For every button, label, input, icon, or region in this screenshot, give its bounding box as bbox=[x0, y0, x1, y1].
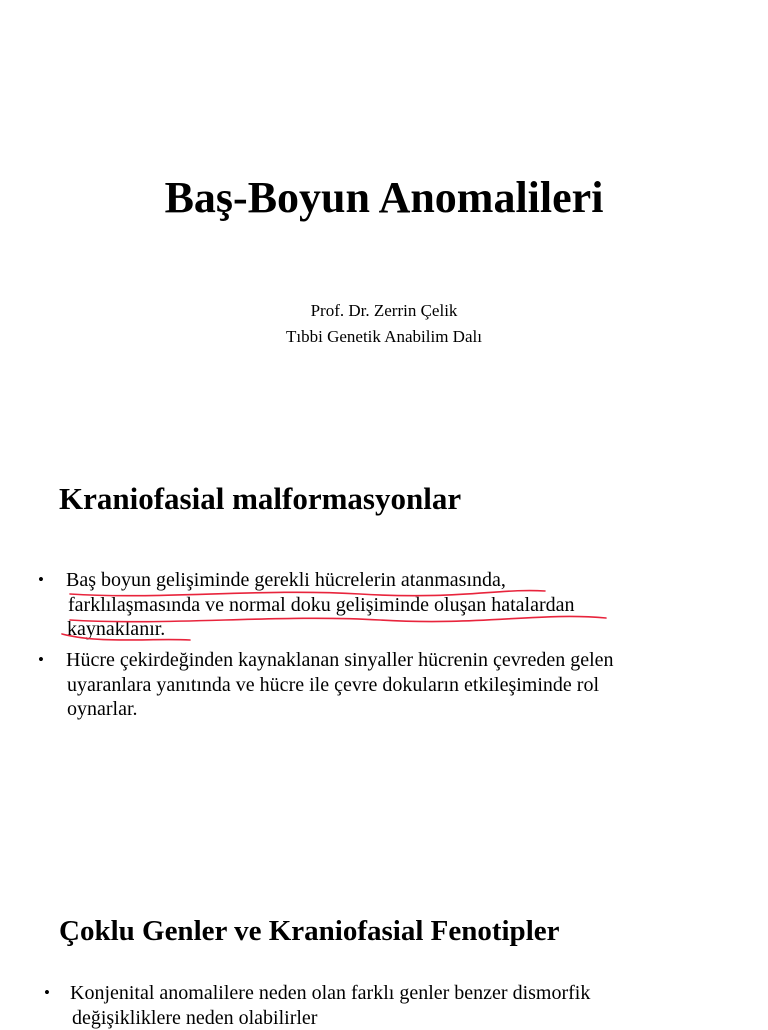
bullet-item bbox=[66, 568, 575, 642]
slide-title: Baş-Boyun Anomalileri bbox=[0, 170, 768, 226]
bullet-line: Konjenital anomalilere neden olan farklı genler benzer dismorfik bbox=[70, 981, 590, 1006]
bullet-line: değişikliklere neden olabilirler bbox=[72, 1006, 590, 1030]
bullet-item bbox=[66, 648, 614, 722]
bullet-line: kaynaklanır. bbox=[67, 617, 575, 642]
bullet-line: uyaranlara yanıtında ve hücre ile çevre dokuların etkileşiminde rol bbox=[67, 673, 614, 698]
bullet-line: Hücre çekirdeğinden kaynaklanan sinyaller hücrenin çevreden gelen bbox=[66, 648, 614, 673]
bullet-symbol: • bbox=[44, 981, 50, 1005]
author-block bbox=[0, 298, 768, 350]
bullet-line: farklılaşmasında ve normal doku gelişiminde oluşan hatalardan bbox=[68, 593, 575, 618]
bullet-symbol: • bbox=[38, 568, 44, 592]
bullet-symbol: • bbox=[38, 648, 44, 672]
bullet-item bbox=[70, 981, 590, 1030]
author-department: Tıbbi Genetik Anabilim Dalı bbox=[0, 324, 768, 350]
bullet-line: oynarlar. bbox=[67, 697, 614, 722]
author-name: Prof. Dr. Zerrin Çelik bbox=[0, 298, 768, 324]
bullet-line: Baş boyun gelişiminde gerekli hücrelerin atanmasında, bbox=[66, 568, 575, 593]
section-heading-kraniofasial: Kraniofasial malformasyonlar bbox=[59, 480, 461, 518]
section-heading-coklu-genler: Çoklu Genler ve Kraniofasial Fenotipler bbox=[59, 912, 560, 950]
